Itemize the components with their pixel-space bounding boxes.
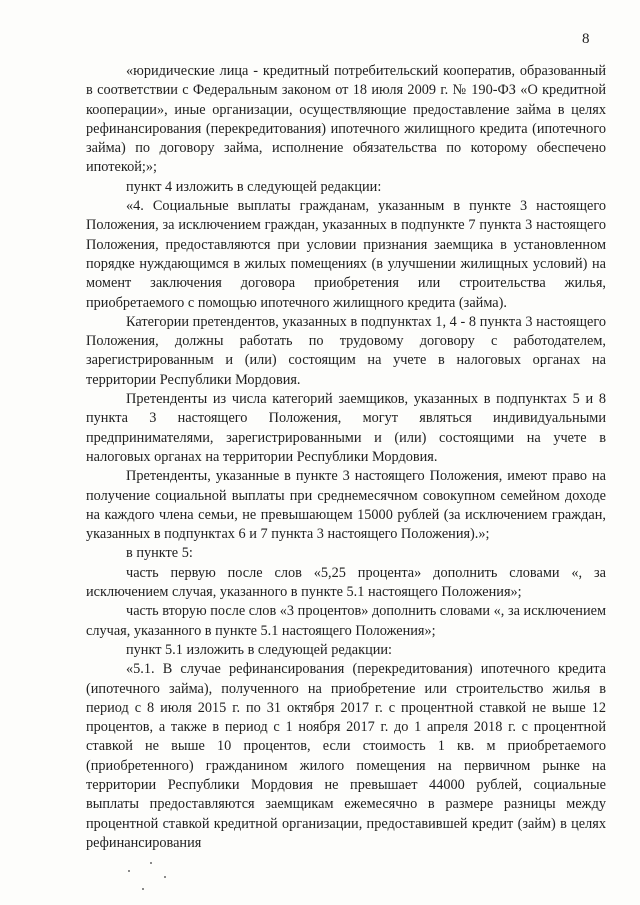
paragraph-1: «юридические лица - кредитный потребительский кооператив, образованный в соответствии с Федеральным законом от 18 июля 2009 г. № 190-ФЗ «О кредитной кооперации», иные организации, осуществляющие предоставление займа в целях рефинансирования (перекредитования) ипотечного жилищного кредита (ипотечного займа) по договору займа, исполнение обязательства по которому обеспечено ипотекой;»; xyxy=(86,63,606,176)
paragraph-8: часть первую после слов «5,25 процента» дополнить словами «, за исключением случая, указанного в пункте 5.1 настоящего Положения»; xyxy=(86,564,606,601)
paragraph-4: Категории претендентов, указанных в подпунктах 1, 4 - 8 пункта 3 настоящего Положения, должны работать по трудовому договору с работодателем, зарегистрированным и (или) состоящим на учете в налоговых органах на территории Республики Мордовия. xyxy=(86,313,606,388)
paragraph-10: пункт 5.1 изложить в следующей редакции: xyxy=(126,641,393,658)
scan-noise-dot xyxy=(164,876,166,878)
paragraph-5: Претенденты из числа категорий заемщиков, указанных в подпунктах 5 и 8 пункта 3 настоящего Положения, могут являться индивидуальными предпринимателями, зарегистрированными и (или) состоящими на учете в налоговых органах на территории Республики Мордовия. xyxy=(86,391,606,465)
scan-noise-dot xyxy=(142,888,144,890)
paragraph-3: «4. Социальные выплаты гражданам, указанным в пункте 3 настоящего Положения, за исключением граждан, указанных в подпункте 7 пункта 3 настоящего Положения, предоставляются при условии признания заемщика в установленном порядке нуждающимся в жилых помещениях (в улучшении жилищных условий) на момент заключения договора приобретения или строительства жилья, приобретаемого с помощью ипотечного жилищного кредита (займа). xyxy=(86,198,606,311)
page-number: 8 xyxy=(582,31,590,47)
scan-noise-dot xyxy=(150,862,152,864)
paragraph-9: часть вторую после слов «3 процентов» дополнить словами «, за исключением случая, указанного в пункте 5.1 настоящего Положения»; xyxy=(86,603,606,639)
paragraph-11: «5.1. В случае рефинансирования (перекредитования) ипотечного кредита (ипотечного займа), полученного на приобретение или строительство жилья в период с 8 июля 2015 г. по 31 октября 2017 г. с процентной ставкой не выше 12 процентов, а также в период с 1 ноября 2017 г. до 1 апреля 2018 г. с процентной ставкой не выше 10 процентов, если стоимость 1 кв. м приобретаемого (приобретенного) гражданином жилого помещения на первичном рынке на территории Республики Мордовия не превышает 44000 рублей, социальные выплаты предоставляются заемщикам ежемесячно в размере разницы между процентной ставкой кредитной организации, предоставившей кредит (займ) в целях рефинансирования xyxy=(86,661,606,851)
scan-noise-dot xyxy=(128,870,130,872)
document-body xyxy=(86,62,606,853)
paragraph-6: Претенденты, указанные в пункте 3 настоящего Положения, имеют право на получение социальной выплаты при среднемесячном совокупном семейном доходе на каждого члена семьи, не превышающем 15000 рублей (за исключением граждан, указанных в подпунктах 6 и 7 пункта 3 настоящего Положения).»; xyxy=(86,468,606,543)
paragraph-7: в пункте 5: xyxy=(126,545,193,562)
paragraph-2: пункт 4 изложить в следующей редакции: xyxy=(126,178,382,195)
